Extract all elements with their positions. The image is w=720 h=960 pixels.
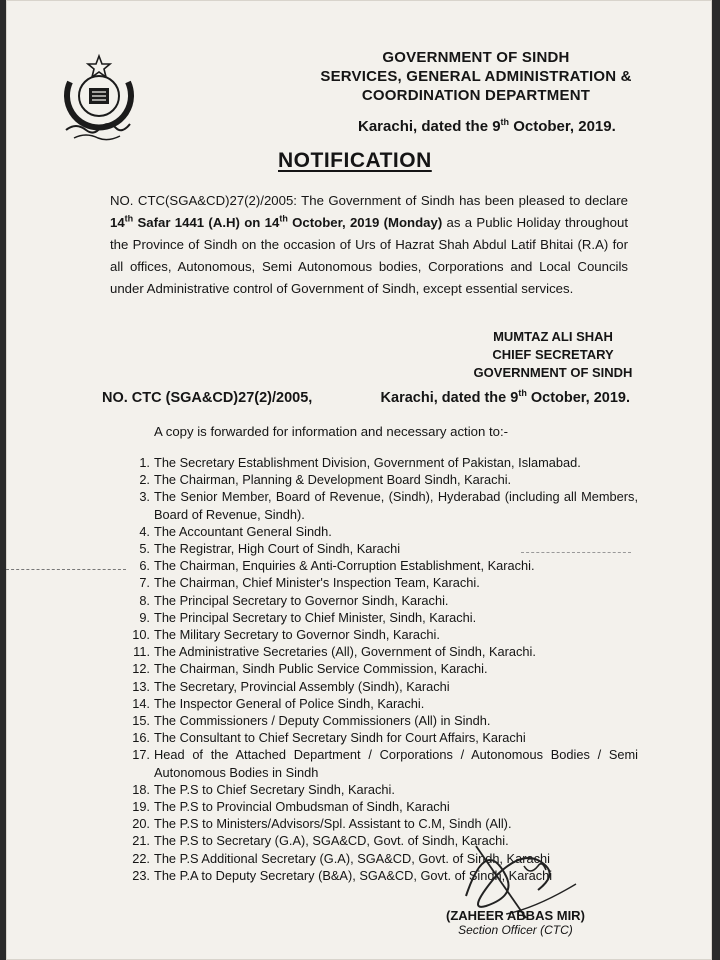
recipient-text: The Commissioners / Deputy Commissioners (All) in Sindh.	[154, 713, 491, 729]
recipient-number: 20.	[132, 816, 150, 832]
recipient-text: The P.S to Chief Secretary Sindh, Karachi.	[154, 781, 395, 797]
recipient-number: 15.	[132, 713, 150, 729]
recipient-item	[118, 678, 638, 695]
recipient-number: 8.	[139, 592, 150, 608]
forwarding-intro: A copy is forwarded for information and necessary action to:-	[154, 424, 509, 439]
recipient-text: The Registrar, High Court of Sindh, Karachi	[154, 541, 401, 557]
recipient-item	[118, 660, 638, 677]
recipient-item	[118, 609, 638, 626]
header-date-sup: th	[500, 117, 510, 127]
body-sup-1: th	[124, 213, 134, 224]
section-officer-designation: Section Officer (CTC)	[458, 923, 573, 937]
recipient-number: 5.	[139, 541, 150, 557]
scan-artifact-line	[6, 569, 126, 572]
recipient-item	[118, 454, 638, 471]
recipient-item	[118, 523, 638, 540]
recipient-number: 6.	[139, 558, 150, 574]
recipient-item	[118, 798, 638, 815]
recipient-item	[118, 746, 638, 780]
recipient-item	[118, 729, 638, 746]
header-line-1: GOVERNMENT OF SINDH	[382, 49, 570, 66]
recipient-number: 21.	[132, 833, 150, 849]
recipient-text: The P.S to Ministers/Advisors/Spl. Assistant to C.M, Sindh (All).	[154, 816, 512, 832]
header-line-2: SERVICES, GENERAL ADMINISTRATION &	[320, 68, 632, 85]
header-line-3: COORDINATION DEPARTMENT	[361, 87, 591, 104]
section-officer-name: (ZAHEER ABBAS MIR)	[446, 908, 585, 923]
recipient-number: 13.	[132, 678, 150, 694]
recipient-list	[118, 454, 638, 884]
recipient-number: 14.	[132, 695, 150, 711]
forwarding-line	[102, 390, 630, 406]
recipient-text: The Accountant General Sindh.	[154, 523, 332, 539]
body-sup-2: th	[279, 213, 288, 224]
recipient-text: The Principal Secretary to Governor Sindh, Karachi.	[154, 592, 449, 608]
recipient-number: 4.	[139, 523, 150, 539]
recipient-text: The Inspector General of Police Sindh, Karachi.	[154, 695, 425, 711]
forwarding-date-sup: th	[518, 388, 527, 399]
recipient-number: 11.	[133, 644, 150, 660]
recipient-number: 10.	[132, 627, 150, 643]
recipient-text: The Secretary, Provincial Assembly (Sindh), Karachi	[154, 678, 450, 694]
recipient-text: The P.A to Deputy Secretary (B&A), SGA&CD, Govt. of Sindh, Karachi	[154, 867, 553, 883]
recipient-number: 19.	[132, 799, 150, 815]
recipient-number: 18.	[132, 781, 150, 797]
notification-body	[110, 190, 628, 300]
recipient-number: 16.	[132, 730, 150, 746]
header-date-suffix: October, 2019.	[509, 118, 616, 135]
forwarding-date-prefix: Karachi, dated the 9	[380, 390, 519, 406]
department-header	[306, 48, 646, 105]
body-bold-2: Safar 1441 (A.H) on 14	[133, 215, 280, 230]
body-bold-1: 14	[110, 215, 125, 230]
forwarding-date-suffix: October, 2019.	[526, 390, 630, 406]
body-text-1: NO. CTC(SGA&CD)27(2)/2005: The Government of Sindh has been pleased to declare	[110, 193, 628, 208]
recipient-number: 2.	[139, 472, 150, 488]
body-text-2: as a Public Holiday throughout the Province of Sindh on the occasion of Urs of Hazrat Shah Abdul Latif Bhitai (R.A) for all offices, Autonomous, Semi Autonomous bodies, Corporations and Local Councils under Administrative control of Government of Sindh, except essential services.	[110, 215, 628, 296]
signatory-title: CHIEF SECRETARY	[492, 347, 614, 362]
recipient-text: The Consultant to Chief Secretary Sindh for Court Affairs, Karachi	[154, 730, 526, 746]
recipient-item	[118, 781, 638, 798]
recipient-number: 1.	[139, 455, 150, 470]
recipient-text: The Chairman, Planning & Development Board Sindh, Karachi.	[154, 472, 512, 488]
recipient-item	[118, 695, 638, 712]
recipient-text: The Military Secretary to Governor Sindh, Karachi.	[154, 627, 440, 643]
recipient-item	[118, 643, 638, 660]
recipient-item	[118, 592, 638, 609]
chief-secretary-signatory	[458, 328, 648, 382]
recipient-text: The P.S to Secretary (G.A), SGA&CD, Govt. of Sindh, Karachi.	[154, 833, 509, 849]
section-officer-signatory	[446, 908, 585, 937]
recipient-text: The Administrative Secretaries (All), Government of Sindh, Karachi.	[154, 644, 536, 660]
body-bold-3: October, 2019 (Monday)	[287, 215, 443, 230]
recipient-item	[118, 488, 638, 522]
recipient-text: The Principal Secretary to Chief Minister, Sindh, Karachi.	[154, 609, 477, 625]
recipient-number: 12.	[132, 661, 150, 677]
signatory-org: GOVERNMENT OF SINDH	[473, 365, 633, 380]
signatory-name: MUMTAZ ALI SHAH	[493, 329, 613, 344]
recipient-text: Head of the Attached Department / Corporations / Autonomous Bodies / Semi Autonomous Bodies in Sindh	[154, 747, 638, 780]
notification-page	[6, 0, 712, 960]
recipient-text: The Chairman, Enquiries & Anti-Corruption Establishment, Karachi.	[154, 558, 535, 574]
forwarding-date	[381, 390, 630, 406]
recipient-item	[118, 626, 638, 643]
recipient-text: The Senior Member, Board of Revenue, (Sindh), Hyderabad (including all Members, Board of Revenue, Sindh).	[154, 489, 638, 522]
forwarding-number: NO. CTC (SGA&CD)27(2)/2005,	[102, 390, 313, 406]
recipient-text: The Chairman, Chief Minister's Inspection Team, Karachi.	[154, 575, 480, 591]
recipient-number: 17.	[132, 747, 150, 763]
recipient-number: 22.	[132, 850, 150, 866]
recipient-number: 23.	[132, 867, 150, 883]
recipient-text: The Chairman, Sindh Public Service Commission, Karachi.	[154, 661, 488, 677]
recipient-item	[118, 712, 638, 729]
header-date-prefix: Karachi, dated the 9	[358, 118, 501, 135]
scan-artifact-line-2	[521, 552, 631, 555]
header-date	[358, 118, 616, 135]
recipient-number: 3.	[139, 489, 150, 505]
recipient-number: 7.	[139, 575, 150, 591]
notification-title: NOTIFICATION	[278, 149, 432, 172]
recipient-text: The Secretary Establishment Division, Government of Pakistan, Islamabad.	[154, 455, 581, 470]
recipient-item	[118, 557, 638, 574]
recipient-text: The P.S to Provincial Ombudsman of Sindh, Karachi	[154, 799, 450, 815]
recipient-number: 9.	[139, 609, 150, 625]
government-of-sindh-emblem	[56, 52, 142, 144]
recipient-item	[118, 471, 638, 488]
recipient-text: The P.S Additional Secretary (G.A), SGA&CD, Govt. of Sindh, Karachi	[154, 850, 550, 866]
recipient-item	[118, 574, 638, 591]
